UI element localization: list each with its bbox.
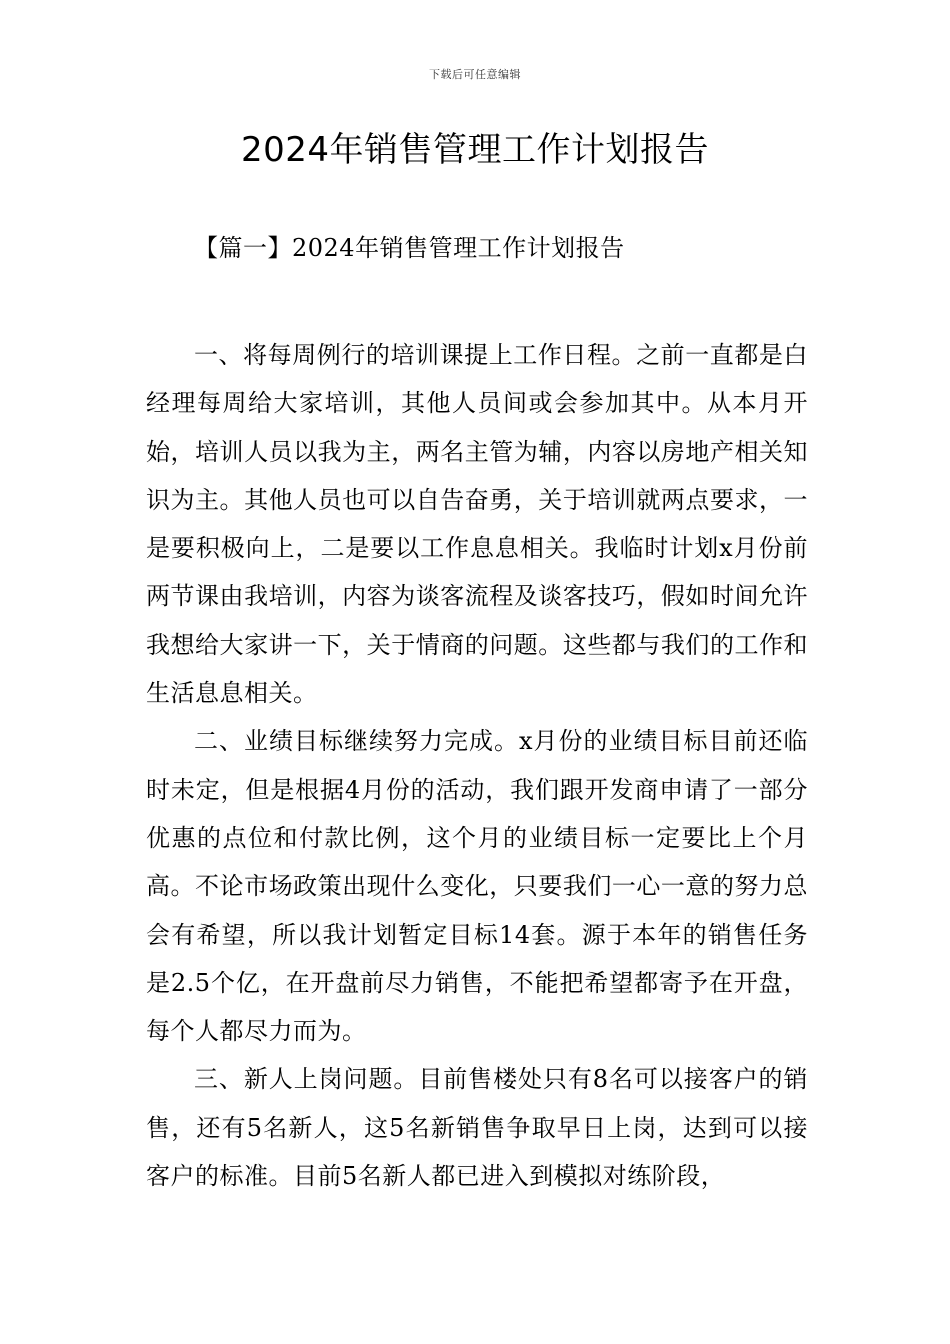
paragraph-2: 二、业绩目标继续努力完成。x月份的业绩目标目前还临时未定，但是根据4月份的活动，我们跟开发商申请了一部分优惠的点位和付款比例，这个月的业绩目标一定要比上个月高。不论市场政策出现什么变化，只要我们一心一意的努力总会有希望，所以我计划暂定目标14套。源于本年的销售任务是2.5个亿，在开盘前尽力销售，不能把希望都寄予在开盘，每个人都尽力而为。 (146, 727, 808, 1046)
document-title: 2024年销售管理工作计划报告 (240, 130, 710, 170)
paragraph-3: 三、新人上岗问题。目前售楼处只有8名可以接客户的销售，还有5名新人，这5名新销售争取早日上岗，达到可以接客户的标准。目前5名新人都已进入到模拟对练阶段， (146, 1065, 808, 1191)
header-note: 下载后可任意编辑 (429, 68, 521, 81)
section-subtitle: 【篇一】2024年销售管理工作计划报告 (194, 234, 625, 262)
paragraph-1: 一、将每周例行的培训课提上工作日程。之前一直都是白经理每周给大家培训，其他人员间或会参加其中。从本月开始，培训人员以我为主，两名主管为辅，内容以房地产相关知识为主。其他人员也可以自告奋勇，关于培训就两点要求，一是要积极向上，二是要以工作息息相关。我临时计划x月份前两节课由我培训，内容为谈客流程及谈客技巧，假如时间允许我想给大家讲一下，关于情商的问题。这些都与我们的工作和生活息息相关。 (146, 341, 808, 708)
document-body (146, 331, 808, 1200)
